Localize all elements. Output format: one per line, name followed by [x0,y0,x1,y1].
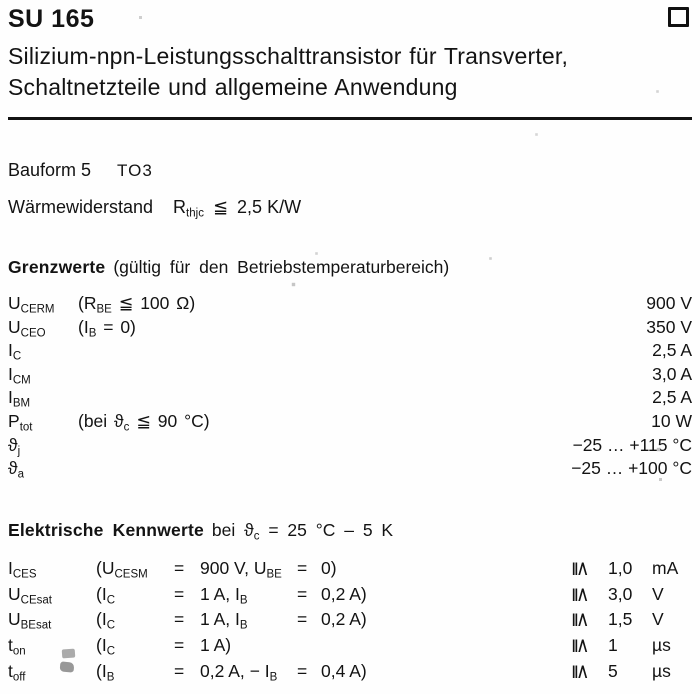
char-equals: = [174,635,185,656]
char-equals: = [174,609,185,630]
char-symbol: $U_{CEsat}$ [8,583,52,607]
limit-value: 2,5 A [652,340,692,361]
kennwerte-heading [8,519,692,541]
char-condition-param: ($U_{CESM}$ [96,557,148,581]
char-condition-value-2: 0,4 A) [321,660,367,681]
subtitle-line-2: Schaltnetzteile und allgemeine Anwendung [8,73,458,100]
limit-value: 350 V [646,316,692,337]
char-value: 5 [608,660,618,681]
limit-symbol: $P_{tot}$ [8,410,33,434]
limit-condition [78,386,652,410]
subtitle [8,41,692,102]
limit-value: −25 … +115 °C [572,434,692,455]
limit-symbol: $I_{CM}$ [8,363,31,387]
char-unit: µs [652,660,671,681]
limit-symbol: $ϑ_j$ [8,434,21,458]
char-condition-value: 1 A) [200,635,232,656]
characteristic-row-toff [8,659,692,685]
limit-value: 10 W [651,410,692,431]
limit-condition [78,363,652,387]
thermal-resistance-line [8,196,692,218]
char-value: 1,0 [608,557,633,578]
limit-symbol: $I_{BM}$ [8,387,31,410]
limit-condition: ($R_{BE}$ ≦ 100 Ω) [78,293,196,316]
limit-condition [78,339,652,363]
package-line [8,159,692,182]
limit-row-uceo [8,316,692,340]
char-condition-param: ($I_B$ [96,660,115,684]
less-equal-icon: ≦ [568,611,591,629]
title-bar [8,6,692,32]
limits-table [8,292,692,481]
limit-row-ucerm [8,292,692,316]
char-symbol: $I_{CES}$ [8,557,37,581]
limit-symbol: $ϑ_a$ [8,458,24,481]
limit-condition [78,457,571,481]
limit-value: 2,5 A [652,387,692,408]
thermal-value: 2,5 K/W [237,197,302,217]
char-equals-2: = [297,609,308,630]
char-value: 3,0 [608,583,633,604]
thermal-symbol: $R_{thjc}$ [173,197,204,220]
thermal-label: Wärmewiderstand [8,197,154,217]
characteristic-row-ucesat [8,582,692,608]
char-unit: mA [652,557,679,578]
char-condition-value-2: 0,2 A) [321,609,367,630]
characteristics-table [8,556,692,685]
less-equal-icon: ≦ [568,637,591,655]
char-equals: = [174,660,185,681]
char-unit: V [652,609,664,630]
char-equals-2: = [297,660,308,681]
char-condition-value: 0,2 A, − $I_B$ [200,660,278,684]
kennwerte-heading-bold: Elektrische Kennwerte [8,519,204,540]
limit-value: 3,0 A [652,363,692,384]
char-condition-value: 900 V, $U_{BE}$ [200,557,282,581]
char-symbol: $t_{off}$ [8,660,26,684]
limit-condition [78,434,572,458]
less-equal-icon: ≦ [568,663,591,681]
divider-rule [8,117,692,120]
char-equals-2: = [297,557,308,578]
char-value: 1 [608,635,618,656]
limit-condition: $(I_B = 0)$ [78,316,136,340]
char-unit: µs [652,635,671,656]
limit-row-icm [8,363,692,387]
less-equal-icon: ≦ [568,560,591,578]
limit-row-ptot [8,410,692,434]
subtitle-line-1: Silizium-npn-Leistungsschalttransistor für Transverter, [8,43,569,69]
kennwerte-heading-note: bei $ϑ_c = 25$ °C – 5 K [211,519,394,543]
char-equals: = [174,583,185,604]
limit-symbol: $U_{CERM}$ [8,293,55,316]
limit-row-theta-a [8,457,692,481]
limit-condition: (bei $ϑ_c$ ≦ 90 °C) [78,410,210,434]
char-value: 1,5 [608,609,633,630]
char-unit: V [652,583,664,604]
grenzwerte-heading-note: (gültig für den Betriebstemperaturbereich) [113,257,450,277]
thermal-relation: ≦ [212,197,229,217]
char-condition-value-2: 0,2 A) [321,583,367,604]
characteristic-row-ton [8,633,692,659]
char-symbol: $U_{BEsat}$ [8,609,52,632]
limit-symbol: $U_{CEO}$ [8,316,46,340]
package-type: TO3 [117,161,153,180]
char-condition-value-2: 0) [321,557,337,578]
limit-value: 900 V [646,293,692,313]
corner-box-icon [668,7,689,27]
char-condition-value: 1 A, $I_B$ [200,609,248,632]
char-equals-2: = [297,583,308,604]
characteristic-row-ices [8,556,692,582]
less-equal-icon: ≦ [568,586,591,603]
grenzwerte-heading [8,256,692,278]
char-symbol: $t_{on}$ [8,635,26,658]
limit-row-ibm [8,386,692,410]
limit-row-theta-j [8,434,692,458]
scan-noise-specks [0,0,1,1]
characteristic-row-ubesat [8,607,692,633]
part-number-title: SU 165 [8,5,95,33]
char-equals: = [174,557,185,578]
bauform-label: Bauform 5 [8,160,92,180]
char-condition-value: 1 A, $I_B$ [200,583,248,607]
char-condition-param: ($I_C$ [96,635,116,658]
limit-row-ic [8,339,692,363]
limit-symbol: $I_C$ [8,340,22,363]
limit-value: −25 … +100 °C [571,458,692,479]
char-condition-param: ($I_C$ [96,583,116,607]
grenzwerte-heading-bold: Grenzwerte [8,257,106,277]
ink-smudge [60,649,76,673]
char-condition-param: ($I_C$ [96,609,116,632]
